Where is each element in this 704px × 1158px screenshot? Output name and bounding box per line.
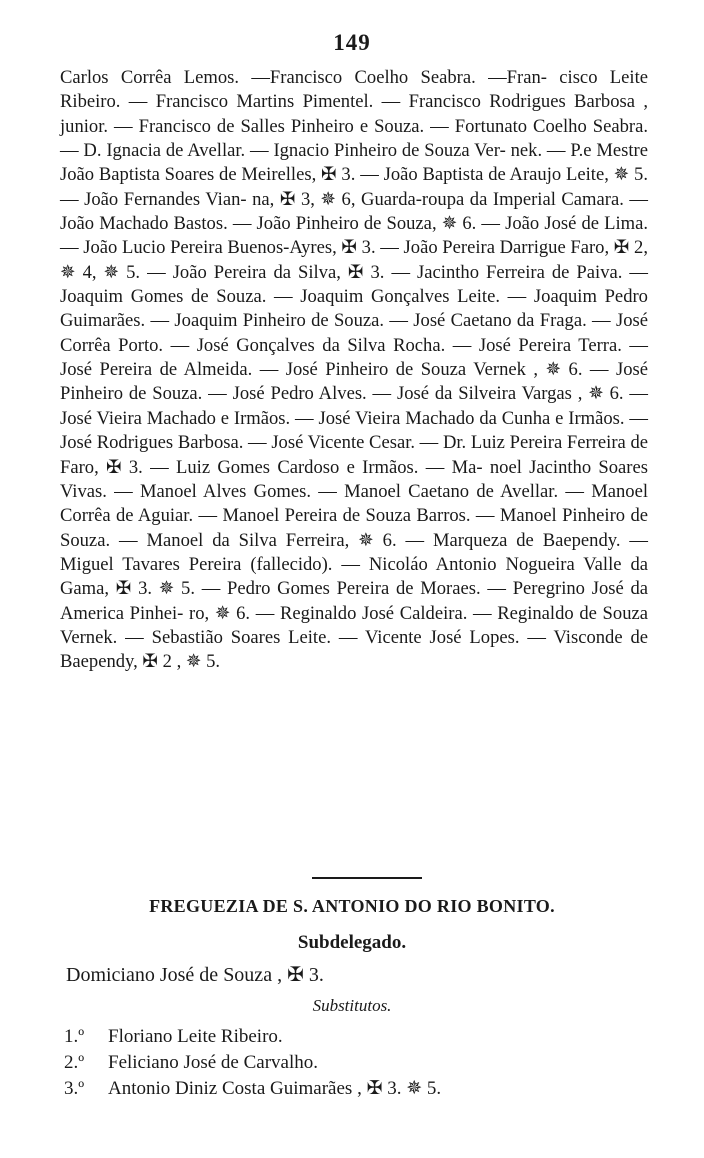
text-line: D. Ignacia de Avellar. — Ignacio Pinheiro de Souza Ver- — [83, 140, 511, 162]
substitute-name: Feliciano José de Carvalho. — [108, 1052, 319, 1073]
section-title: FREGUEZIA DE S. ANTONIO DO RIO BONITO. — [149, 896, 555, 916]
text-line: Vernek. — Sebastião Soares Leite. — Vicente José Lopes. — — [60, 626, 554, 648]
text-line: Vieira Machado da Cunha e Irmãos. — José Rodrigues — [60, 407, 649, 454]
text-line: João Baptista de Araujo Leite, ✵ 5. — João Fernandes Vian- — [60, 164, 648, 210]
text-line: da Silva, ✠ 3. — Jacintho Ferreira de Paiva. — Joaquim — [60, 261, 648, 308]
text-line: Barbosa. — José Vicente Cesar. — Dr. Luiz Pereira Ferreira — [177, 432, 631, 454]
name-list-paragraph — [60, 66, 648, 675]
subdelegate-name: Domiciano José de Souza , ✠ 3. — [66, 964, 324, 986]
text-line: Pedro Guimarães. — Joaquim Pinheiro de Souza. — José — [60, 286, 648, 332]
text-line: Antonio Nogueira Valle da Gama, ✠ 3. ✵ 5. — Pedro Gomes — [60, 553, 648, 600]
text-line: na, ✠ 3, ✵ 6, Guarda-roupa da Imperial Camara. —João — [60, 188, 648, 235]
text-line: Machado Bastos. — João Pinheiro de Souza, ✵ 6. — João — [99, 213, 545, 235]
list-item — [64, 1050, 664, 1076]
text-line: Almeida. — José Pinheiro de Souza Vernek , ✵ 6. — José — [183, 359, 649, 381]
text-line: Francisco Rodrigues Barbosa , junior. — Francisco de — [60, 91, 648, 137]
substitutes-heading: Substitutos. — [312, 996, 392, 1015]
text-line: Manoel Pereira de Souza Barros. — Manoel Pinheiro de — [222, 505, 648, 527]
substitute-number: 2.º — [64, 1052, 85, 1073]
section-divider — [312, 877, 422, 879]
text-line: Pinheiro de Souza. — José Pedro Alves. — José da Silveira — [60, 383, 522, 405]
text-line: de Faro, ✠ 3. — Luiz Gomes Cardoso e Irmãos. — Ma- — [60, 432, 648, 478]
substitute-number: 1.º — [64, 1026, 85, 1047]
text-line: noel Jacintho Soares Vivas. — Manoel Alves Gomes. — — [60, 456, 648, 502]
text-line: Manoel Caetano de Avellar. — Manoel Corrêa de Aguiar. — — [60, 480, 649, 527]
page-number: 149 — [333, 30, 371, 55]
text-line: João Pereira Darrigue Faro, ✠ 2, ✵ 4, ✵ 5. — João Pereira — [60, 237, 648, 283]
text-line: Carlos Corrêa Lemos. —Francisco Coelho Seabra. —Fran- — [60, 67, 560, 88]
list-item — [64, 1024, 664, 1050]
list-item — [64, 1076, 664, 1102]
text-line: ro, ✵ 6. — Reginaldo José Caldeira. — Reginaldo de Souza — [189, 602, 648, 624]
text-line: Visconde de Baependy, ✠ 2 , ✵ 5. — [60, 626, 649, 673]
text-line: José de Lima. — João Lucio Pereira Buenos-Ayres, ✠ 3. — — [60, 213, 649, 259]
text-line: Salles Pinheiro e Souza. — Fortunato Coelho Seabra. — — [60, 115, 648, 162]
text-line: Souza. — Manoel da Silva Ferreira, ✵ 6. — Marqueza de — [60, 529, 543, 551]
substitute-name: Antonio Diniz Costa Guimarães , ✠ 3. ✵ 5. — [108, 1078, 442, 1099]
text-line: Caetano da Fraga. — José Corrêa Porto. — José Gonçalves — [60, 310, 648, 356]
text-line: Pereira de Moraes. — Peregrino José da America Pinhei- — [60, 578, 649, 624]
text-line: da Silva Rocha. — José Pereira Terra. — José Pereira de — [60, 334, 648, 381]
substitute-name: Floriano Leite Ribeiro. — [108, 1026, 283, 1047]
text-line: nek. — P.e Mestre João Baptista Soares de Meirelles, ✠ 3. — — [60, 140, 648, 186]
substitutes-list — [64, 1024, 664, 1102]
text-line: Baependy. — Miguel Tavares Pereira (fallecido). — Nicoláo — [60, 529, 649, 575]
text-line: Vargas , ✵ 6. — José Vieira Machado e Irmãos. — José — [60, 383, 648, 429]
subdelegate-heading: Subdelegado. — [297, 932, 407, 953]
text-line: Gomes de Souza. — Joaquim Gonçalves Leite. — Joaquim — [130, 286, 605, 308]
substitute-number: 3.º — [64, 1078, 85, 1099]
text-line: cisco Leite Ribeiro. — Francisco Martins Pimentel. — — [60, 67, 648, 113]
